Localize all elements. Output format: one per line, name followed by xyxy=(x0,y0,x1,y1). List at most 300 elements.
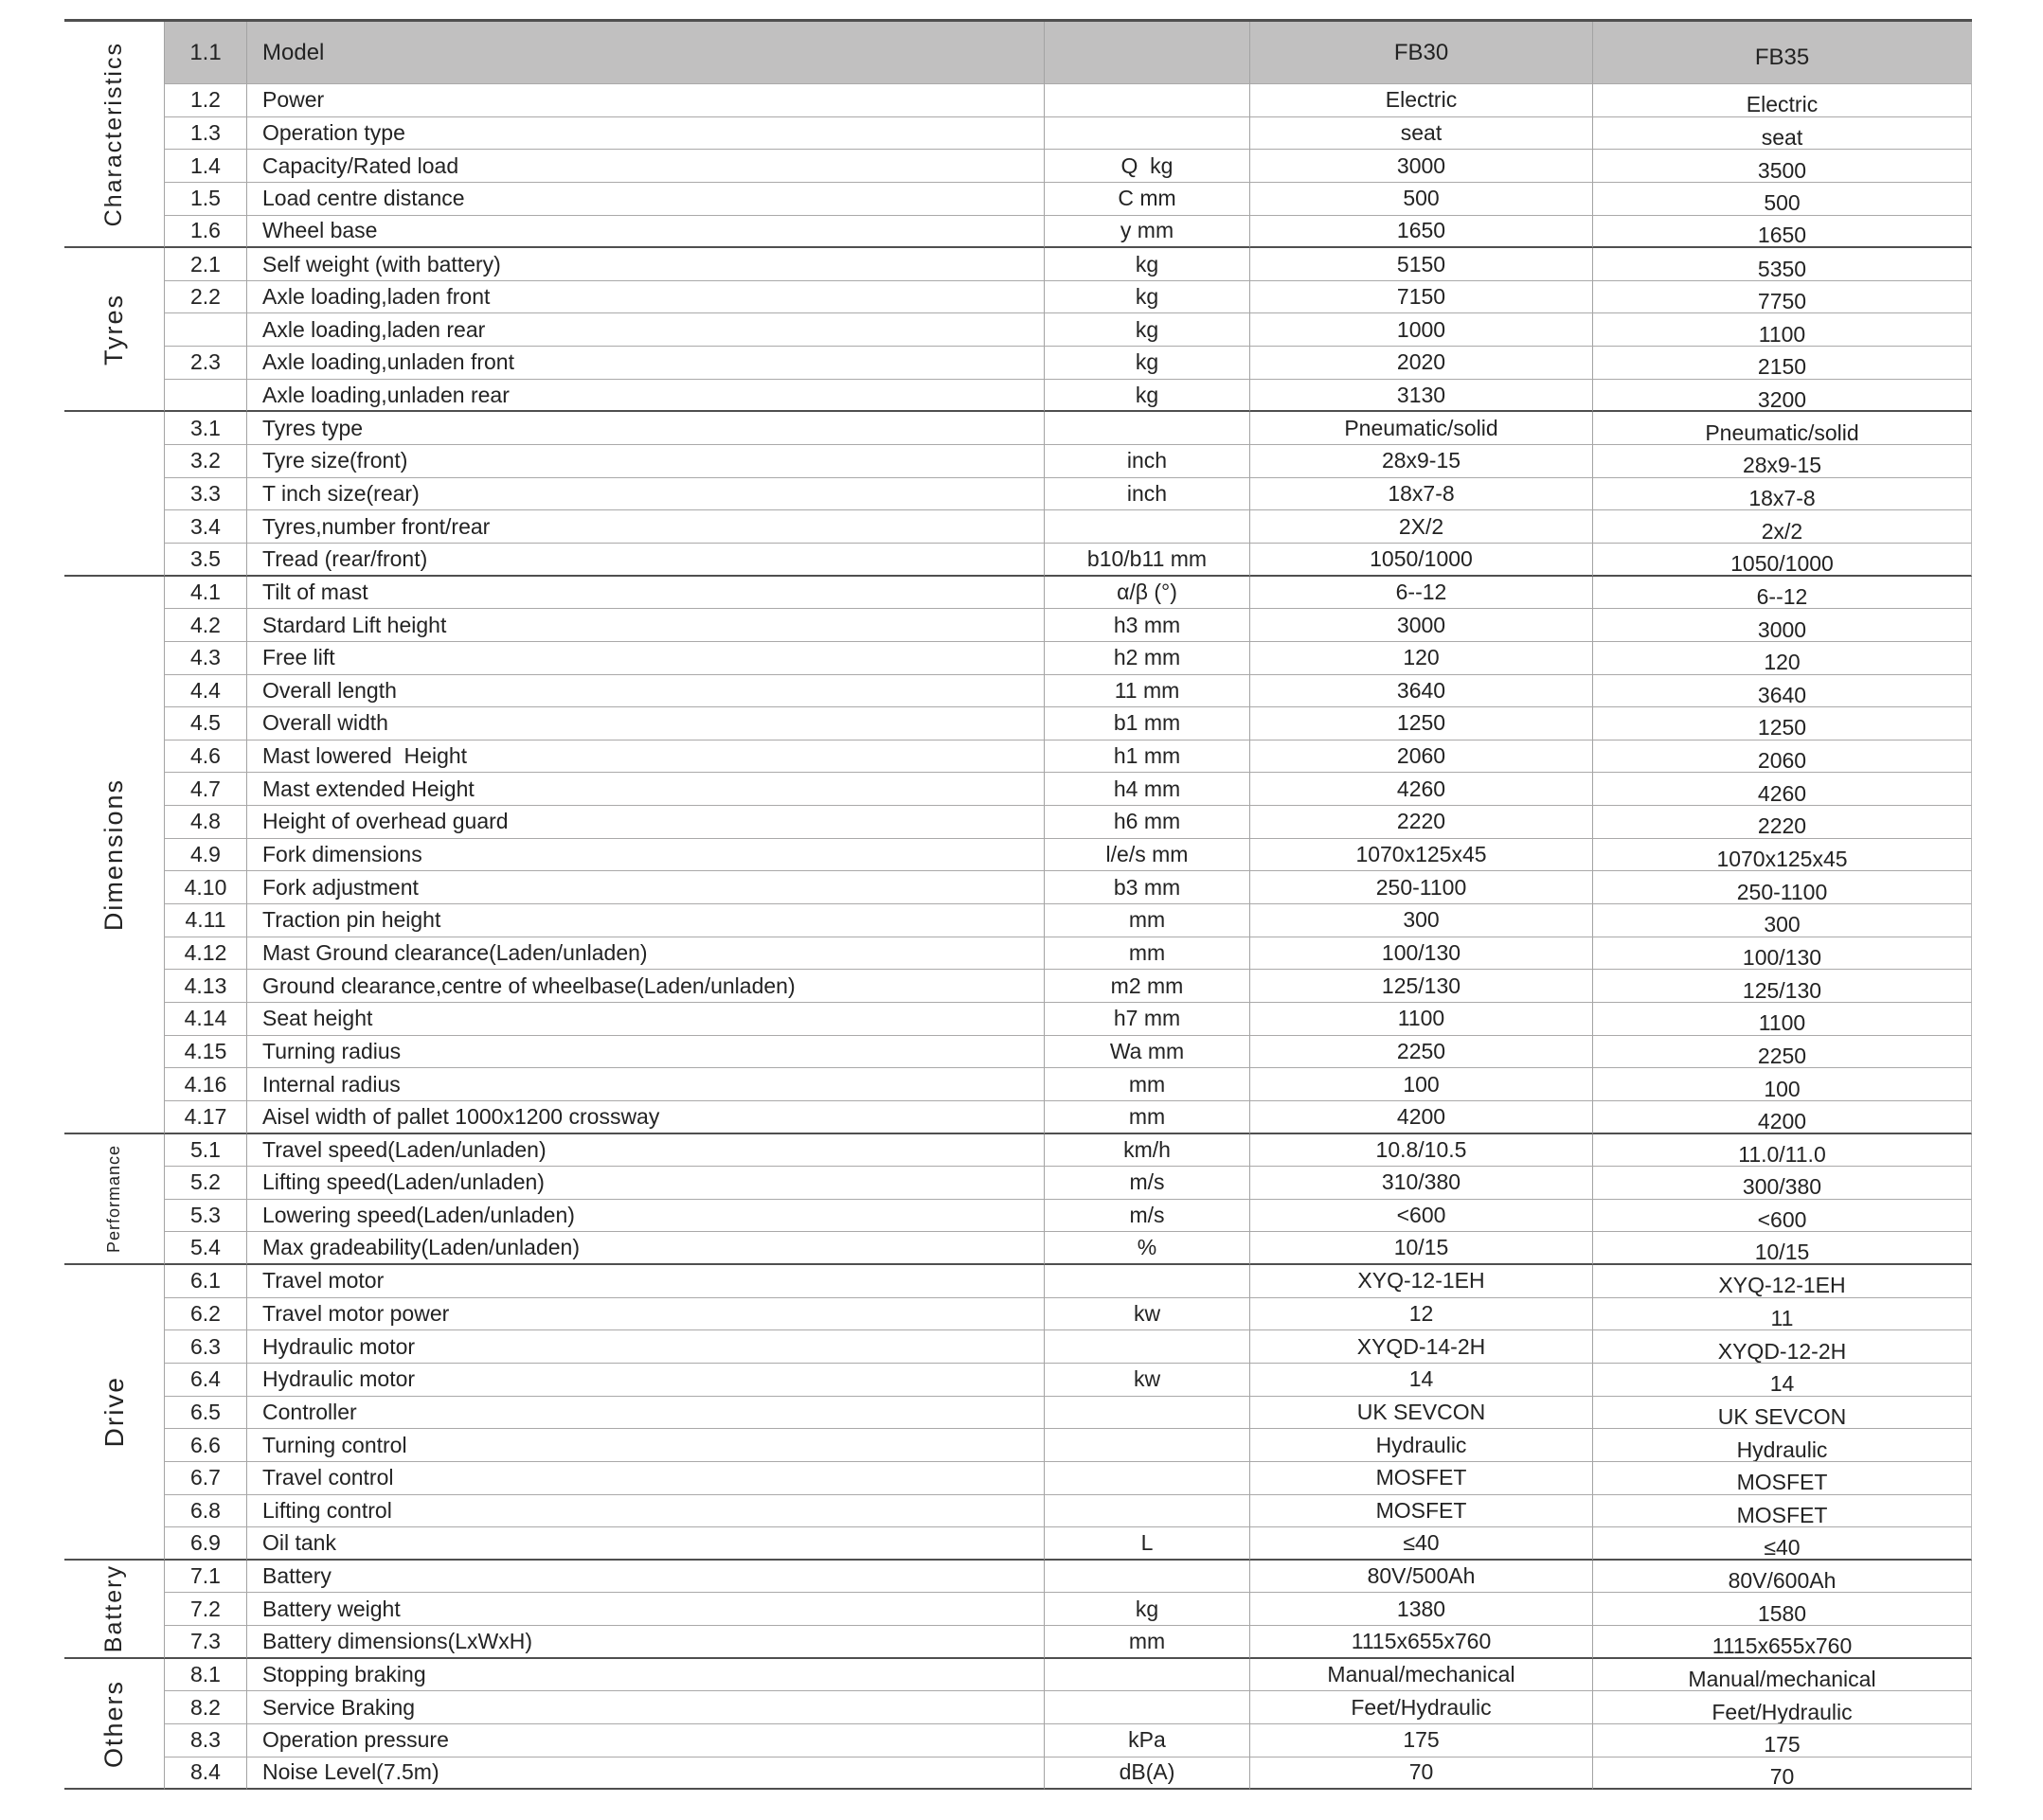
fb35-value-cell-text: Hydraulic xyxy=(1736,1436,1828,1462)
fb35-value-cell xyxy=(1593,313,1972,347)
fb35-value-cell-text: 175 xyxy=(1764,1732,1801,1758)
spec-label-cell-text: Seat height xyxy=(262,1006,373,1031)
unit-cell xyxy=(1045,970,1250,1003)
unit-cell xyxy=(1045,150,1250,183)
row-number-cell xyxy=(164,445,247,478)
spec-label-cell xyxy=(247,937,1045,971)
fb35-value-cell-text: 1650 xyxy=(1757,223,1807,248)
spec-label-cell-text: Travel speed(Laden/unladen) xyxy=(262,1136,547,1162)
spec-label-cell xyxy=(247,839,1045,872)
row-number-cell-text: 4.14 xyxy=(184,1006,227,1031)
unit-cell-text: kg xyxy=(1135,1596,1159,1621)
fb30-value-cell xyxy=(1250,609,1593,642)
unit-cell xyxy=(1045,609,1250,642)
unit-cell-text: h2 mm xyxy=(1113,645,1181,670)
unit-cell-text: % xyxy=(1137,1235,1157,1260)
spec-label-cell xyxy=(247,675,1045,708)
unit-cell-text: l/e/s mm xyxy=(1105,842,1189,867)
spec-label-cell xyxy=(247,412,1045,445)
fb35-value-cell xyxy=(1593,1724,1972,1758)
unit-cell xyxy=(1045,117,1250,151)
row-number-cell-text: 4.16 xyxy=(184,1071,227,1097)
row-number-cell xyxy=(164,1758,247,1791)
unit-cell xyxy=(1045,577,1250,610)
unit-cell xyxy=(1045,1397,1250,1430)
fb35-value-cell-text: XYQD-12-2H xyxy=(1717,1338,1847,1364)
spec-label-cell-text: Fork dimensions xyxy=(262,842,422,867)
fb35-value-cell-text: 11.0/11.0 xyxy=(1738,1141,1826,1167)
spec-label-cell xyxy=(247,871,1045,904)
fb35-value-cell xyxy=(1593,1397,1972,1430)
row-number-cell xyxy=(164,609,247,642)
fb30-value-cell-text: 6--12 xyxy=(1395,579,1447,604)
unit-cell xyxy=(1045,1659,1250,1692)
header-model-fb35 xyxy=(1593,22,1972,84)
row-number-cell xyxy=(164,970,247,1003)
fb35-value-cell xyxy=(1593,1626,1972,1659)
row-number-cell-text: 4.17 xyxy=(184,1103,227,1129)
unit-cell-text: α/β (°) xyxy=(1117,579,1177,604)
fb30-value-cell-text: Feet/Hydraulic xyxy=(1351,1694,1492,1720)
spec-label-cell-text: Stopping braking xyxy=(262,1662,426,1687)
spec-label-cell-text: T inch size(rear) xyxy=(262,481,420,506)
spec-label-cell xyxy=(247,707,1045,740)
fb30-value-cell-text: 500 xyxy=(1403,186,1440,211)
unit-cell xyxy=(1045,937,1250,971)
spec-label-cell-text: Travel motor xyxy=(262,1268,385,1294)
spec-label-cell-text: Free lift xyxy=(262,645,335,670)
unit-cell xyxy=(1045,1758,1250,1791)
spec-label-cell-text: Battery weight xyxy=(262,1596,401,1621)
unit-cell-text: m/s xyxy=(1129,1203,1165,1228)
unit-cell xyxy=(1045,445,1250,478)
unit-cell-text: kPa xyxy=(1128,1727,1166,1753)
fb35-value-cell-text: 18x7-8 xyxy=(1748,486,1816,510)
spec-label-cell-text: Operation type xyxy=(262,119,405,145)
unit-cell xyxy=(1045,707,1250,740)
fb35-value-cell-text: 80V/600Ah xyxy=(1728,1568,1837,1594)
fb35-value-cell-text: UK SEVCON xyxy=(1717,1403,1847,1429)
unit-cell xyxy=(1045,1462,1250,1495)
section-label-dimensions xyxy=(64,577,164,1134)
unit-cell xyxy=(1045,1724,1250,1758)
spec-label-cell-text: Tilt of mast xyxy=(262,579,368,604)
fb35-value-cell-text: 5350 xyxy=(1757,256,1807,281)
row-number-cell-text: 8.3 xyxy=(190,1727,221,1753)
spec-label-cell-text: Traction pin height xyxy=(262,907,441,933)
fb30-value-cell xyxy=(1250,84,1593,117)
fb30-value-cell-text: 120 xyxy=(1403,645,1440,670)
spec-label-cell xyxy=(247,1397,1045,1430)
spec-label-cell-text: Max gradeability(Laden/unladen) xyxy=(262,1235,580,1260)
row-number-cell-text: 1.4 xyxy=(190,152,221,178)
unit-cell-text: kg xyxy=(1135,316,1159,342)
unit-cell-text: kw xyxy=(1133,1366,1161,1392)
unit-cell-text: mm xyxy=(1128,1071,1166,1097)
row-number-cell xyxy=(164,1200,247,1233)
fb30-value-cell xyxy=(1250,1298,1593,1331)
row-number-cell xyxy=(164,281,247,314)
fb35-value-cell xyxy=(1593,216,1972,249)
spec-label-cell xyxy=(247,478,1045,511)
unit-cell xyxy=(1045,183,1250,216)
unit-cell xyxy=(1045,281,1250,314)
fb30-value-cell xyxy=(1250,1036,1593,1069)
spec-label-cell xyxy=(247,1364,1045,1397)
fb35-value-cell-text: XYQ-12-1EH xyxy=(1718,1273,1846,1298)
row-number-cell xyxy=(164,544,247,577)
unit-cell xyxy=(1045,1527,1250,1561)
header-model-fb30 xyxy=(1250,22,1593,84)
forklift-spec-table xyxy=(64,19,1972,1790)
header-model-label-text: Model xyxy=(262,39,325,65)
fb35-value-cell xyxy=(1593,1068,1972,1101)
fb30-value-cell xyxy=(1250,1232,1593,1265)
spec-label-cell-text: Ground clearance,centre of wheelbase(Laden/unladen) xyxy=(262,972,796,998)
fb35-value-cell-text: <600 xyxy=(1757,1207,1807,1233)
fb30-value-cell-text: 7150 xyxy=(1396,284,1446,310)
section-label-unnamed-2 xyxy=(64,412,164,576)
fb30-value-cell-text: 1070x125x45 xyxy=(1355,842,1487,867)
fb35-value-cell xyxy=(1593,675,1972,708)
fb30-value-cell xyxy=(1250,1429,1593,1462)
fb35-value-cell xyxy=(1593,1561,1972,1594)
fb30-value-cell xyxy=(1250,871,1593,904)
fb30-value-cell-text: UK SEVCON xyxy=(1356,1399,1486,1424)
row-number-cell xyxy=(164,839,247,872)
unit-cell xyxy=(1045,871,1250,904)
fb30-value-cell xyxy=(1250,1330,1593,1364)
fb30-value-cell xyxy=(1250,1593,1593,1626)
fb35-value-cell-text: 28x9-15 xyxy=(1742,453,1822,478)
spec-label-cell-text: Axle loading,unladen rear xyxy=(262,382,510,407)
unit-cell xyxy=(1045,510,1250,544)
fb35-value-cell xyxy=(1593,839,1972,872)
row-number-cell-text: 3.5 xyxy=(190,545,221,571)
spec-label-cell-text: Noise Level(7.5m) xyxy=(262,1759,439,1785)
row-number-cell xyxy=(164,1003,247,1036)
fb35-value-cell xyxy=(1593,904,1972,937)
row-number-cell xyxy=(164,1659,247,1692)
fb30-value-cell xyxy=(1250,707,1593,740)
spec-label-cell xyxy=(247,1527,1045,1561)
spec-label-cell xyxy=(247,84,1045,117)
fb35-value-cell-text: 1250 xyxy=(1757,715,1807,740)
spec-label-cell-text: Internal radius xyxy=(262,1071,401,1097)
row-number-cell-text: 6.6 xyxy=(190,1432,221,1457)
spec-label-cell xyxy=(247,313,1045,347)
unit-cell xyxy=(1045,1691,1250,1724)
row-number-cell xyxy=(164,1232,247,1265)
spec-label-cell-text: Aisel width of pallet 1000x1200 crossway xyxy=(262,1103,660,1129)
fb35-value-cell xyxy=(1593,1036,1972,1069)
spec-label-cell xyxy=(247,1167,1045,1200)
fb30-value-cell-text: 14 xyxy=(1408,1366,1434,1392)
spec-label-cell-text: Battery xyxy=(262,1563,332,1589)
fb30-value-cell xyxy=(1250,1758,1593,1791)
spec-label-cell-text: Capacity/Rated load xyxy=(262,152,459,178)
fb35-value-cell-text: 7750 xyxy=(1757,289,1807,314)
row-number-cell xyxy=(164,642,247,675)
fb30-value-cell-text: 3000 xyxy=(1396,612,1446,637)
spec-label-cell-text: Travel control xyxy=(262,1465,394,1490)
spec-label-cell-text: Tyre size(front) xyxy=(262,448,408,473)
fb35-value-cell-text: MOSFET xyxy=(1736,1502,1828,1527)
fb30-value-cell-text: ≤40 xyxy=(1403,1530,1440,1555)
row-number-cell xyxy=(164,347,247,380)
row-number-cell-text: 4.13 xyxy=(184,972,227,998)
spec-label-cell-text: Turning radius xyxy=(262,1038,402,1063)
spec-label-cell xyxy=(247,510,1045,544)
unit-cell-text: km/h xyxy=(1123,1136,1171,1162)
fb35-value-cell xyxy=(1593,1364,1972,1397)
row-number-cell-text: 4.11 xyxy=(185,907,226,933)
section-label-text: Performance xyxy=(104,1144,123,1253)
spec-label-cell xyxy=(247,1068,1045,1101)
fb35-value-cell xyxy=(1593,1429,1972,1462)
fb35-value-cell xyxy=(1593,150,1972,183)
spec-label-cell-text: Turning control xyxy=(262,1432,407,1457)
fb35-value-cell-text: Pneumatic/solid xyxy=(1705,419,1859,445)
unit-cell-text: mm xyxy=(1128,1103,1166,1129)
unit-cell xyxy=(1045,84,1250,117)
fb30-value-cell xyxy=(1250,1003,1593,1036)
unit-cell xyxy=(1045,1101,1250,1134)
fb30-value-cell-text: 3000 xyxy=(1396,152,1446,178)
spec-label-cell-text: Controller xyxy=(262,1399,357,1424)
row-number-cell xyxy=(164,313,247,347)
unit-cell-text: Q kg xyxy=(1120,152,1174,178)
fb35-value-cell-text: 10/15 xyxy=(1754,1240,1810,1265)
fb30-value-cell xyxy=(1250,281,1593,314)
fb35-value-cell xyxy=(1593,577,1972,610)
row-number-cell-text: 7.3 xyxy=(190,1628,221,1653)
fb30-value-cell-text: 12 xyxy=(1408,1301,1434,1327)
row-number-cell xyxy=(164,1101,247,1134)
unit-cell-text: m/s xyxy=(1129,1169,1165,1195)
fb30-value-cell xyxy=(1250,1561,1593,1594)
row-number-cell-text: 7.2 xyxy=(190,1596,221,1621)
fb30-value-cell-text: 2250 xyxy=(1396,1038,1446,1063)
spec-label-cell-text: Axle loading,laden rear xyxy=(262,316,486,342)
spec-label-cell xyxy=(247,904,1045,937)
fb35-value-cell xyxy=(1593,1134,1972,1168)
fb35-value-cell xyxy=(1593,1200,1972,1233)
row-number-cell-text: 8.2 xyxy=(190,1694,221,1720)
fb30-value-cell xyxy=(1250,347,1593,380)
spec-label-cell xyxy=(247,1462,1045,1495)
fb30-value-cell xyxy=(1250,1691,1593,1724)
fb30-value-cell-text: MOSFET xyxy=(1375,1465,1467,1490)
fb30-value-cell xyxy=(1250,839,1593,872)
fb30-value-cell-text: 4200 xyxy=(1396,1103,1446,1129)
fb35-value-cell xyxy=(1593,740,1972,774)
fb30-value-cell xyxy=(1250,904,1593,937)
row-number-cell xyxy=(164,1397,247,1430)
unit-cell xyxy=(1045,1298,1250,1331)
row-number-cell xyxy=(164,216,247,249)
unit-cell-text: b1 mm xyxy=(1113,710,1181,736)
unit-cell-text: kw xyxy=(1133,1301,1161,1327)
fb35-value-cell-text: 300/380 xyxy=(1742,1174,1822,1200)
fb30-value-cell xyxy=(1250,1200,1593,1233)
section-label-text: Tyres xyxy=(99,293,128,366)
row-number-cell xyxy=(164,1691,247,1724)
spec-label-cell-text: Overall length xyxy=(262,677,397,703)
fb35-value-cell-text: ≤40 xyxy=(1764,1535,1801,1560)
row-number-cell-text: 6.3 xyxy=(190,1333,221,1359)
fb35-value-cell-text: 1070x125x45 xyxy=(1716,847,1848,872)
fb30-value-cell-text: 2X/2 xyxy=(1398,513,1444,539)
row-number-cell xyxy=(164,510,247,544)
unit-cell xyxy=(1045,773,1250,806)
fb30-value-cell xyxy=(1250,1462,1593,1495)
fb35-value-cell-text: 70 xyxy=(1769,1764,1795,1790)
unit-cell-text: h3 mm xyxy=(1113,612,1181,637)
header-model-label xyxy=(247,22,1045,84)
fb35-value-cell-text: 1100 xyxy=(1758,1010,1806,1036)
fb35-value-cell xyxy=(1593,1330,1972,1364)
fb35-value-cell-text: 2150 xyxy=(1757,354,1807,380)
fb30-value-cell xyxy=(1250,937,1593,971)
fb35-value-cell xyxy=(1593,707,1972,740)
section-label-text: Others xyxy=(99,1679,128,1768)
row-number-cell xyxy=(164,1527,247,1561)
fb35-value-cell xyxy=(1593,183,1972,216)
spec-label-cell xyxy=(247,150,1045,183)
spec-label-cell-text: Fork adjustment xyxy=(262,874,419,900)
spec-label-cell xyxy=(247,609,1045,642)
unit-cell xyxy=(1045,1134,1250,1168)
row-number-cell xyxy=(164,1330,247,1364)
fb30-value-cell xyxy=(1250,117,1593,151)
fb30-value-cell xyxy=(1250,1265,1593,1298)
fb35-value-cell-text: Electric xyxy=(1746,92,1819,117)
section-label-text: Dimensions xyxy=(99,777,128,931)
row-number-cell-text: 2.1 xyxy=(190,251,221,277)
unit-cell xyxy=(1045,347,1250,380)
row-number-cell-text: 4.15 xyxy=(184,1038,227,1063)
row-number-cell-text: 6.8 xyxy=(190,1497,221,1523)
spec-label-cell-text: Height of overhead guard xyxy=(262,809,509,834)
fb30-value-cell xyxy=(1250,1397,1593,1430)
fb35-value-cell xyxy=(1593,642,1972,675)
unit-cell xyxy=(1045,740,1250,774)
row-number-cell xyxy=(164,150,247,183)
row-number-cell-text: 6.5 xyxy=(190,1399,221,1424)
fb35-value-cell xyxy=(1593,445,1972,478)
fb35-value-cell-text: 2250 xyxy=(1757,1043,1807,1068)
spec-label-cell xyxy=(247,1200,1045,1233)
spec-label-cell-text: Lifting control xyxy=(262,1497,392,1523)
row-number-cell-text: 4.2 xyxy=(190,612,221,637)
section-label-text: Characteristics xyxy=(100,41,127,227)
section-label-text: Battery xyxy=(100,1564,127,1653)
fb35-value-cell xyxy=(1593,1462,1972,1495)
row-number-cell xyxy=(164,1068,247,1101)
fb30-value-cell-text: 10/15 xyxy=(1393,1235,1449,1260)
fb35-value-cell-text: 14 xyxy=(1769,1371,1795,1397)
header-row-number-text: 1.1 xyxy=(189,39,222,65)
row-number-cell xyxy=(164,117,247,151)
fb30-value-cell-text: 2060 xyxy=(1396,743,1446,769)
spec-label-cell-text: Wheel base xyxy=(262,218,378,243)
spec-label-cell-text: Power xyxy=(262,87,325,113)
row-number-cell-text: 5.2 xyxy=(190,1169,221,1195)
fb35-value-cell xyxy=(1593,773,1972,806)
row-number-cell-text: 4.12 xyxy=(184,939,227,965)
fb35-value-cell-text: 100 xyxy=(1764,1076,1801,1101)
section-label-battery xyxy=(64,1561,164,1659)
row-number-cell-text: 1.2 xyxy=(190,87,221,113)
section-label-text: Drive xyxy=(99,1376,129,1448)
spec-label-cell-text: Operation pressure xyxy=(262,1727,449,1753)
row-number-cell-text: 7.1 xyxy=(190,1563,221,1589)
row-number-cell-text: 4.5 xyxy=(190,710,221,736)
section-label-performance xyxy=(64,1134,164,1266)
fb30-value-cell xyxy=(1250,740,1593,774)
fb35-value-cell xyxy=(1593,609,1972,642)
unit-cell xyxy=(1045,1232,1250,1265)
row-number-cell-text: 4.9 xyxy=(190,842,221,867)
fb35-value-cell-text: 2x/2 xyxy=(1761,518,1803,544)
fb30-value-cell xyxy=(1250,1659,1593,1692)
unit-cell-text: inch xyxy=(1126,448,1168,473)
unit-cell-text: Wa mm xyxy=(1109,1038,1185,1063)
spec-label-cell xyxy=(247,117,1045,151)
row-number-cell xyxy=(164,1429,247,1462)
fb30-value-cell xyxy=(1250,510,1593,544)
unit-cell-text: kg xyxy=(1135,251,1159,277)
fb30-value-cell-text: 1380 xyxy=(1396,1596,1446,1621)
fb30-value-cell xyxy=(1250,313,1593,347)
spec-label-cell xyxy=(247,1724,1045,1758)
fb35-value-cell-text: 4200 xyxy=(1757,1108,1807,1133)
spec-label-cell-text: Travel motor power xyxy=(262,1301,450,1327)
fb30-value-cell xyxy=(1250,1495,1593,1528)
unit-cell xyxy=(1045,380,1250,413)
fb30-value-cell xyxy=(1250,675,1593,708)
fb30-value-cell-text: 125/130 xyxy=(1381,972,1461,998)
unit-cell xyxy=(1045,1495,1250,1528)
fb30-value-cell xyxy=(1250,970,1593,1003)
fb30-value-cell xyxy=(1250,216,1593,249)
spec-label-cell xyxy=(247,183,1045,216)
fb35-value-cell xyxy=(1593,347,1972,380)
spec-label-cell-text: Hydraulic motor xyxy=(262,1366,416,1392)
spec-label-cell xyxy=(247,642,1045,675)
unit-cell-text: mm xyxy=(1128,1628,1166,1653)
fb30-value-cell-text: 2220 xyxy=(1396,809,1446,834)
fb30-value-cell-text: 80V/500Ah xyxy=(1367,1563,1476,1589)
unit-cell-text: b3 mm xyxy=(1113,874,1181,900)
fb35-value-cell-text: 500 xyxy=(1764,190,1801,216)
row-number-cell-text: 4.6 xyxy=(190,743,221,769)
fb35-value-cell-text: 3500 xyxy=(1757,157,1807,183)
fb30-value-cell-text: 300 xyxy=(1403,907,1440,933)
unit-cell xyxy=(1045,1265,1250,1298)
unit-cell xyxy=(1045,642,1250,675)
fb30-value-cell xyxy=(1250,150,1593,183)
spec-label-cell-text: Axle loading,unladen front xyxy=(262,349,514,375)
fb35-value-cell-text: 2060 xyxy=(1757,748,1807,774)
row-number-cell xyxy=(164,183,247,216)
unit-cell-text: mm xyxy=(1128,939,1166,965)
row-number-cell xyxy=(164,707,247,740)
spec-label-cell xyxy=(247,1626,1045,1659)
fb30-value-cell-text: 1115x655x760 xyxy=(1351,1628,1492,1653)
fb35-value-cell xyxy=(1593,544,1972,577)
